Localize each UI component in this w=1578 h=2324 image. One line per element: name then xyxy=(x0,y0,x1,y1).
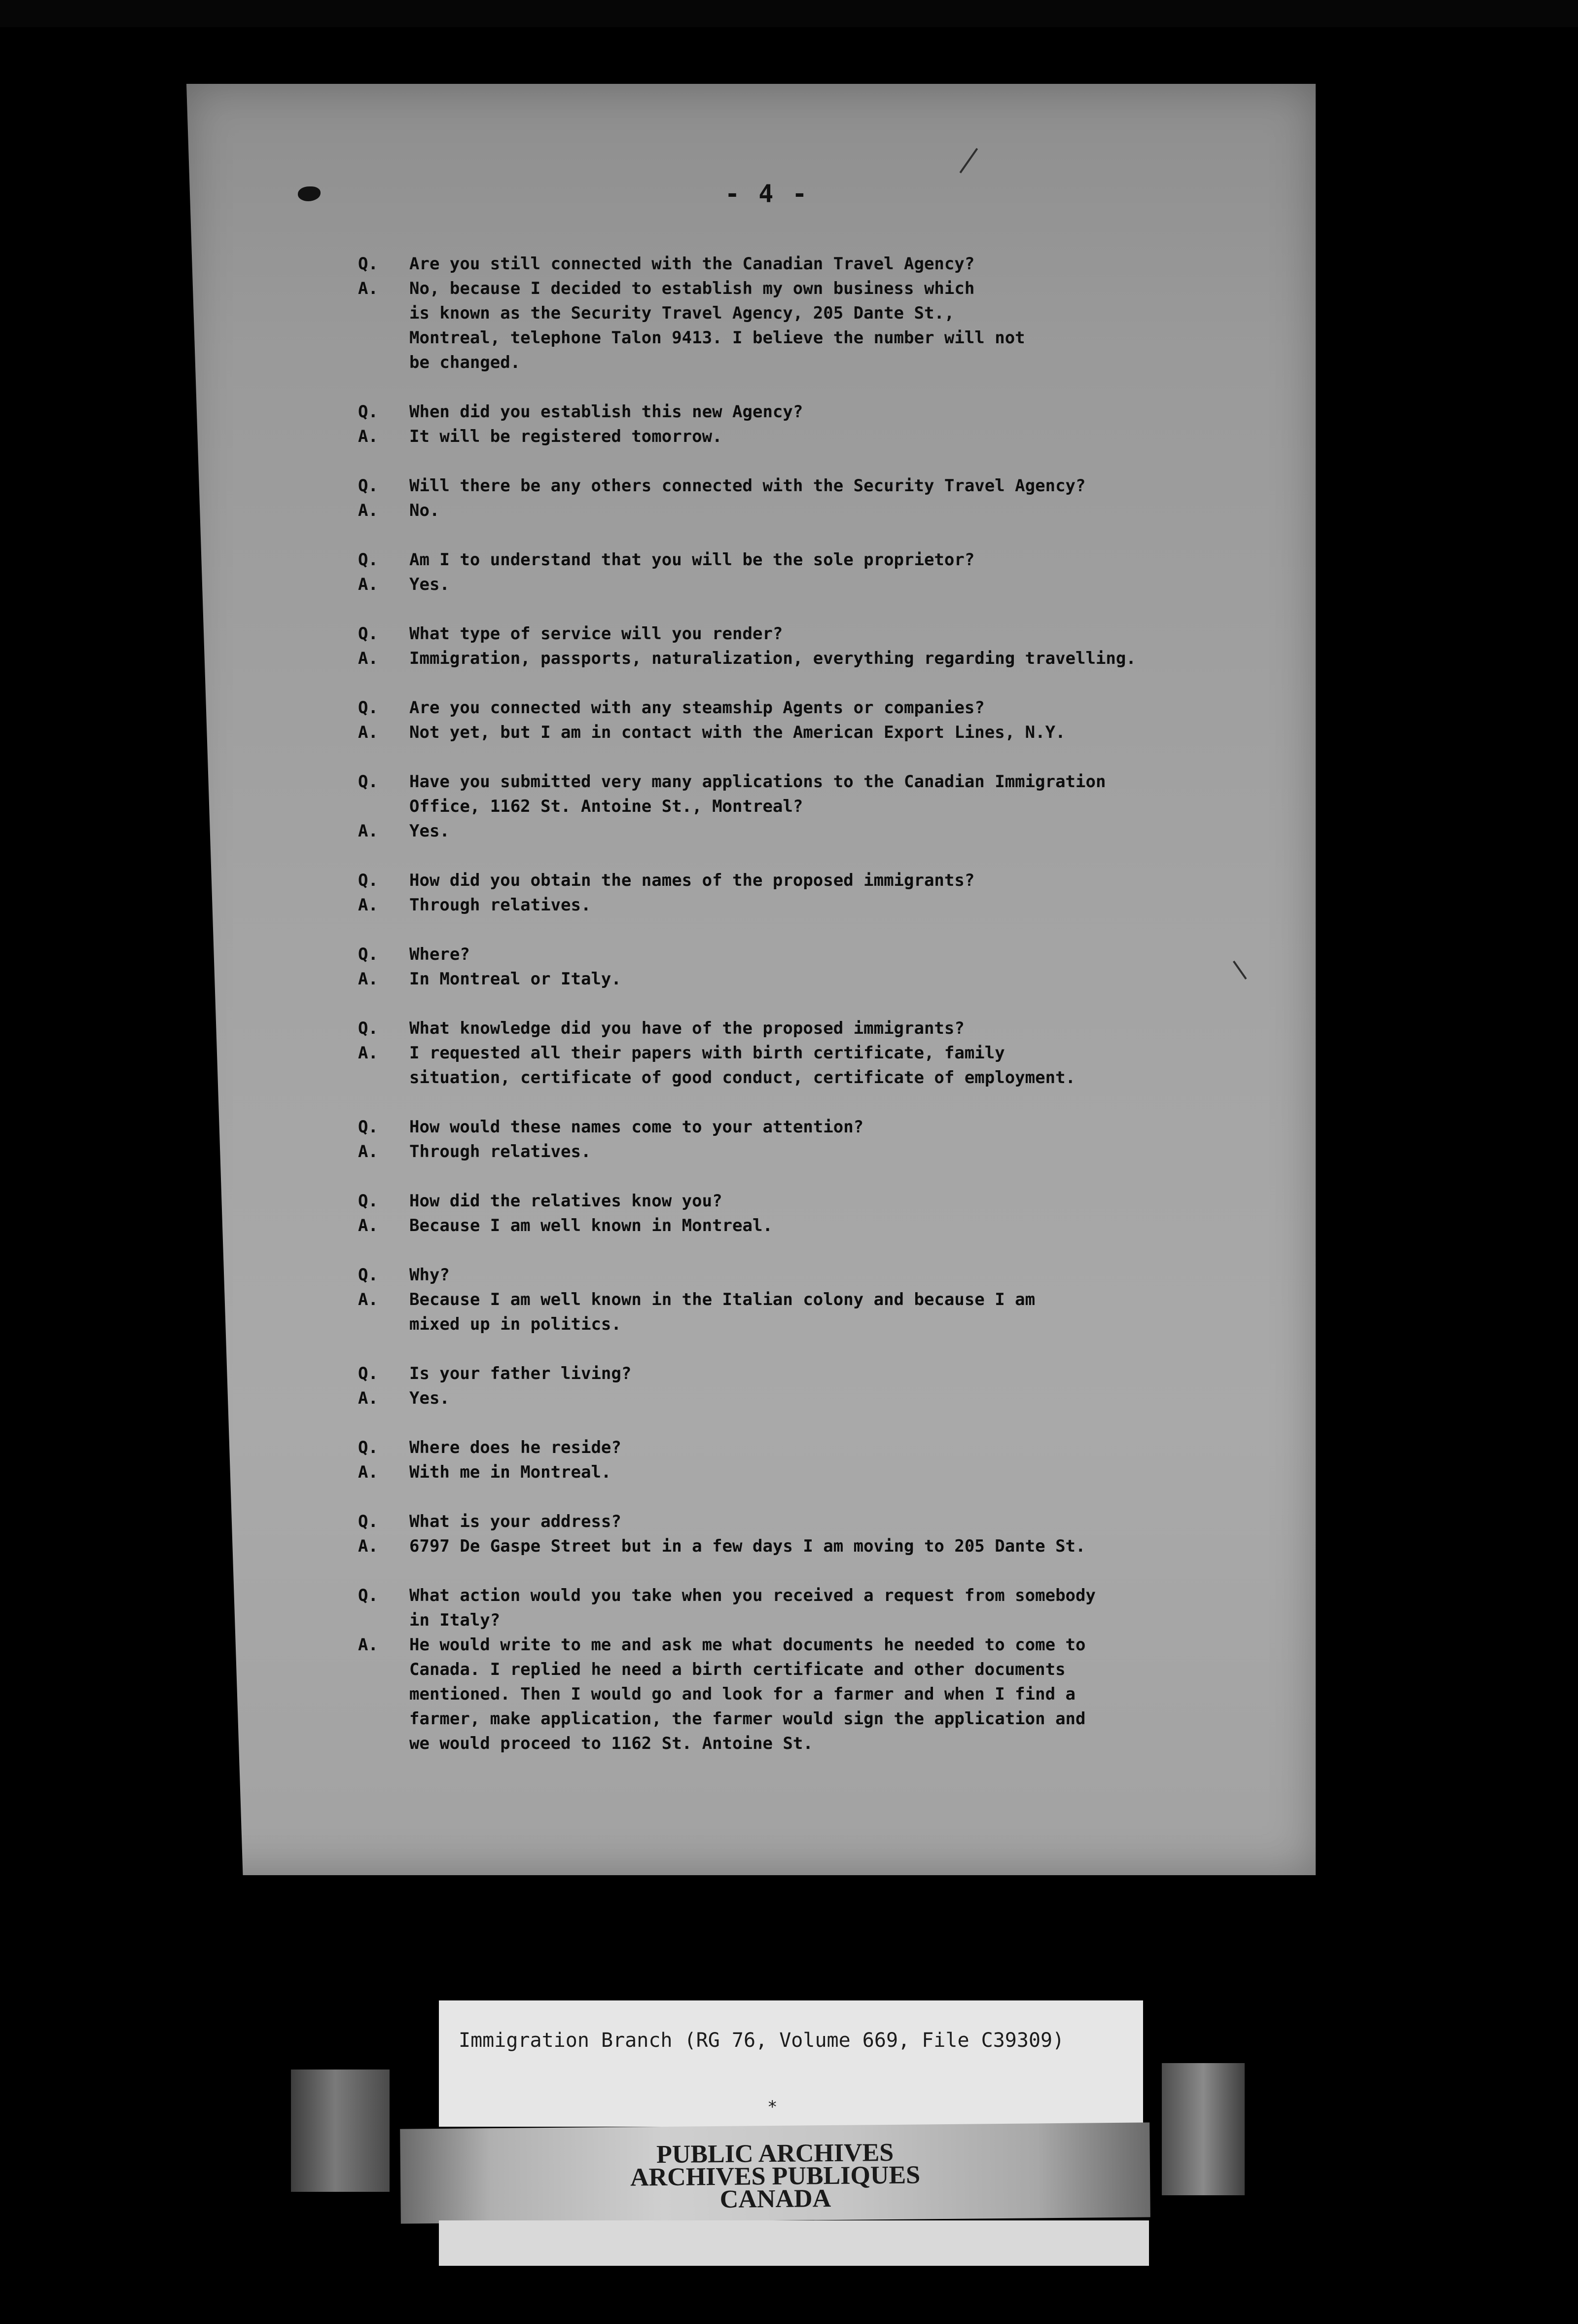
question-label: Q. xyxy=(358,1191,378,1211)
answer-label: A. xyxy=(358,1536,378,1556)
question-row xyxy=(358,868,1285,893)
answer-text: Through relatives. xyxy=(409,895,591,915)
answer-row xyxy=(358,1041,1285,1090)
answer-text: Immigration, passports, naturalization, everything regarding travelling. xyxy=(409,649,1136,668)
question-label: Q. xyxy=(358,772,378,792)
archives-stamp-strip xyxy=(400,2122,1150,2223)
question-label: Q. xyxy=(358,1117,378,1137)
label-card-bottom xyxy=(439,2220,1149,2266)
answer-row xyxy=(358,1213,1285,1238)
question-label: Q. xyxy=(358,1438,378,1457)
answer-row xyxy=(358,720,1285,745)
answer-text: It will be registered tomorrow. xyxy=(409,427,722,446)
answer-label: A. xyxy=(358,1216,378,1235)
archive-reference-label xyxy=(439,2000,1143,2127)
question-row xyxy=(358,252,1285,276)
question-label: Q. xyxy=(358,1512,378,1531)
answer-text: 6797 De Gaspe Street but in a few days I am moving to 205 Dante St. xyxy=(409,1536,1086,1556)
question-text: Have you submitted very many applications to the Canadian Immigration Office, 1162 St. Antoine St., Montreal? xyxy=(409,772,1106,816)
question-row xyxy=(358,1583,1285,1633)
answer-row xyxy=(358,1460,1285,1485)
film-border xyxy=(0,0,1578,27)
question-label: Q. xyxy=(358,698,378,718)
question-row xyxy=(358,399,1285,424)
answer-label: A. xyxy=(358,501,378,520)
question-row xyxy=(358,473,1285,498)
qa-item xyxy=(358,1263,1285,1337)
question-label: Q. xyxy=(358,1586,378,1605)
question-text: Is your father living? xyxy=(409,1364,632,1383)
question-row xyxy=(358,547,1285,572)
answer-text: Yes. xyxy=(409,575,450,594)
question-row xyxy=(358,1509,1285,1534)
answer-label: A. xyxy=(358,1388,378,1408)
question-row xyxy=(358,621,1285,646)
archive-reference: Immigration Branch (RG 76, Volume 669, File C39309) xyxy=(459,2029,1065,2052)
answer-row xyxy=(358,967,1285,991)
question-row xyxy=(358,942,1285,967)
answer-row xyxy=(358,424,1285,449)
answer-text: Because I am well known in the Italian colony and because I am mixed up in politics. xyxy=(409,1290,1036,1334)
qa-item xyxy=(358,1509,1285,1559)
stamp-line-3: CANADA xyxy=(719,2184,831,2214)
answer-label: A. xyxy=(358,279,378,298)
question-text: How would these names come to your attention? xyxy=(409,1117,864,1137)
qa-item xyxy=(358,252,1285,375)
answer-text: Not yet, but I am in contact with the American Export Lines, N.Y. xyxy=(409,723,1066,742)
answer-text: Through relatives. xyxy=(409,1142,591,1162)
qa-item xyxy=(358,868,1285,917)
question-text: Am I to understand that you will be the sole proprietor? xyxy=(409,550,975,570)
answer-row xyxy=(358,1386,1285,1411)
answer-label: A. xyxy=(358,969,378,989)
answer-text: With me in Montreal. xyxy=(409,1462,611,1482)
answer-row xyxy=(358,1534,1285,1559)
question-row xyxy=(358,1263,1285,1287)
answer-label: A. xyxy=(358,1290,378,1309)
answer-row xyxy=(358,646,1285,671)
question-row xyxy=(358,769,1285,819)
qa-item xyxy=(358,399,1285,449)
answer-label: A. xyxy=(358,649,378,668)
question-text: What type of service will you render? xyxy=(409,624,783,644)
answer-label: A. xyxy=(358,1142,378,1162)
answer-text: Because I am well known in Montreal. xyxy=(409,1216,773,1235)
qa-item xyxy=(358,1361,1285,1411)
question-text: Where does he reside? xyxy=(409,1438,621,1457)
question-label: Q. xyxy=(358,1265,378,1285)
question-label: Q. xyxy=(358,871,378,890)
question-text: How did the relatives know you? xyxy=(409,1191,722,1211)
question-row xyxy=(358,1361,1285,1386)
question-row xyxy=(358,1016,1285,1041)
qa-item xyxy=(358,1435,1285,1485)
question-label: Q. xyxy=(358,550,378,570)
interview-transcript xyxy=(358,252,1285,1780)
label-mark: * xyxy=(767,2097,778,2117)
question-text: What knowledge did you have of the proposed immigrants? xyxy=(409,1018,965,1038)
question-label: Q. xyxy=(358,944,378,964)
answer-text: Yes. xyxy=(409,1388,450,1408)
qa-item xyxy=(358,621,1285,671)
answer-row xyxy=(358,1633,1285,1756)
question-text: Will there be any others connected with the Security Travel Agency? xyxy=(409,476,1086,496)
question-label: Q. xyxy=(358,402,378,422)
answer-row xyxy=(358,893,1285,917)
answer-label: A. xyxy=(358,723,378,742)
question-text: Are you connected with any steamship Agents or companies? xyxy=(409,698,985,718)
qa-item xyxy=(358,1583,1285,1756)
answer-row xyxy=(358,1139,1285,1164)
answer-text: Yes. xyxy=(409,821,450,841)
qa-item xyxy=(358,942,1285,991)
qa-item xyxy=(358,695,1285,745)
answer-text: In Montreal or Italy. xyxy=(409,969,621,989)
question-text: What is your address? xyxy=(409,1512,621,1531)
question-label: Q. xyxy=(358,1018,378,1038)
stamp-line-2: ARCHIVES PUBLIQUES xyxy=(630,2161,921,2192)
question-label: Q. xyxy=(358,624,378,644)
qa-item xyxy=(358,1016,1285,1090)
answer-label: A. xyxy=(358,1635,378,1655)
question-text: When did you establish this new Agency? xyxy=(409,402,803,422)
question-text: Are you still connected with the Canadian Travel Agency? xyxy=(409,254,975,274)
stamp-line-1: PUBLIC ARCHIVES xyxy=(656,2138,894,2169)
answer-row xyxy=(358,276,1285,375)
qa-item xyxy=(358,547,1285,597)
answer-text: No, because I decided to establish my own business which is known as the Security Travel Agency, 205 Dante St., Montreal, telephone Talon 9413. I believe the number will not be changed. xyxy=(409,279,1025,372)
qa-item xyxy=(358,769,1285,843)
page-number: - 4 - xyxy=(725,180,809,208)
answer-row xyxy=(358,819,1285,843)
question-row xyxy=(358,695,1285,720)
answer-text: He would write to me and ask me what documents he needed to come to Canada. I replied he need a birth certificate and other documents mentioned. Then I would go and look for a farmer and when I find a farmer, make application, the farmer would sign the application and we would proceed to 1162 St. Antoine St. xyxy=(409,1635,1086,1753)
answer-text: I requested all their papers with birth certificate, family situation, certificate of good conduct, certificate of employment. xyxy=(409,1043,1076,1088)
question-label: Q. xyxy=(358,476,378,496)
answer-label: A. xyxy=(358,1462,378,1482)
qa-item xyxy=(358,1189,1285,1238)
folder-edge-right xyxy=(1162,2063,1245,2195)
question-text: Where? xyxy=(409,944,470,964)
question-row xyxy=(358,1435,1285,1460)
answer-label: A. xyxy=(358,427,378,446)
answer-label: A. xyxy=(358,821,378,841)
question-label: Q. xyxy=(358,254,378,274)
question-text: What action would you take when you received a request from somebody in Italy? xyxy=(409,1586,1096,1630)
answer-text: No. xyxy=(409,501,440,520)
question-text: Why? xyxy=(409,1265,450,1285)
qa-item xyxy=(358,473,1285,523)
question-row xyxy=(358,1189,1285,1213)
question-row xyxy=(358,1115,1285,1139)
answer-row xyxy=(358,1287,1285,1337)
question-text: How did you obtain the names of the proposed immigrants? xyxy=(409,871,975,890)
qa-item xyxy=(358,1115,1285,1164)
answer-row xyxy=(358,498,1285,523)
answer-label: A. xyxy=(358,1043,378,1063)
archives-stamp xyxy=(400,2139,1150,2214)
question-label: Q. xyxy=(358,1364,378,1383)
answer-row xyxy=(358,572,1285,597)
answer-label: A. xyxy=(358,575,378,594)
folder-edge-left xyxy=(291,2070,390,2192)
answer-label: A. xyxy=(358,895,378,915)
